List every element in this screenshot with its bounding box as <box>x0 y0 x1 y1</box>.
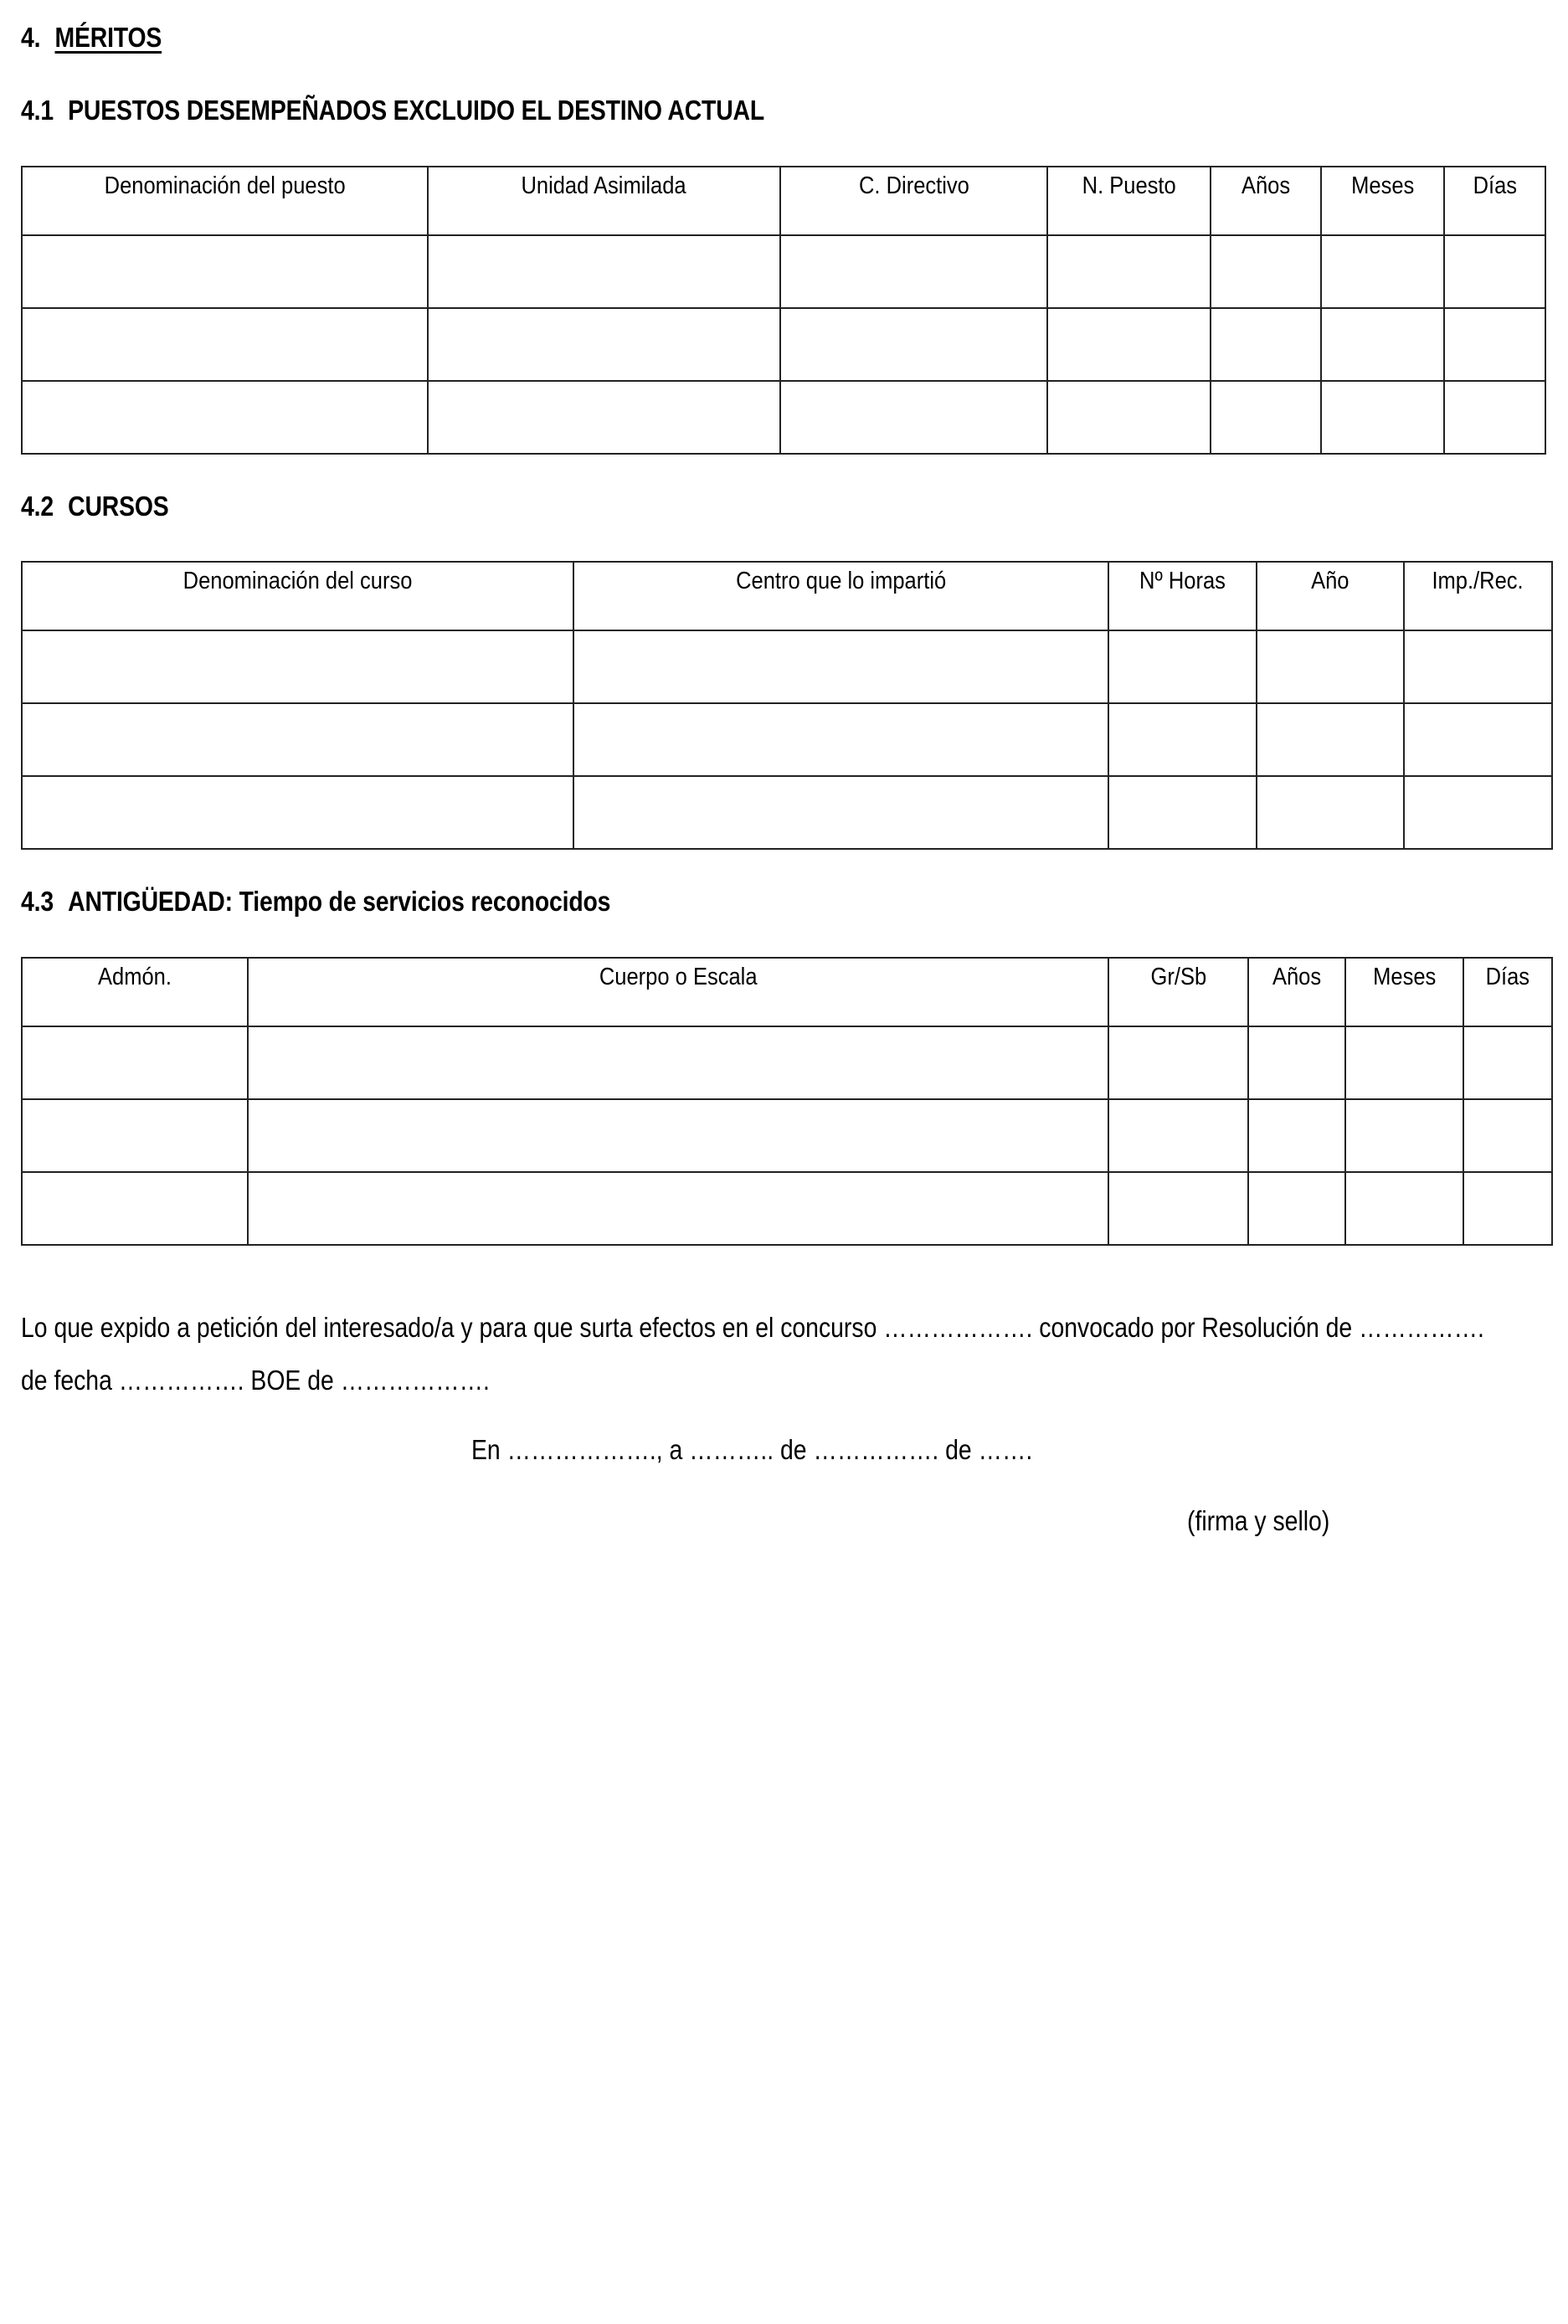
table-row <box>22 1172 1552 1245</box>
table-row <box>22 630 1552 703</box>
table-cell[interactable] <box>1047 381 1211 454</box>
column-header: Denominación del puesto <box>22 167 428 235</box>
table-cell[interactable] <box>248 1099 1108 1172</box>
table-cell[interactable] <box>1108 630 1257 703</box>
table-cell[interactable] <box>248 1172 1108 1245</box>
table-cell[interactable] <box>1404 703 1552 776</box>
cursos-table <box>21 561 1553 850</box>
column-header: C. Directivo <box>780 167 1047 235</box>
table-row <box>22 1099 1552 1172</box>
table-cell[interactable] <box>1108 703 1257 776</box>
section-4-title: MÉRITOS <box>54 22 162 53</box>
column-header: Admón. <box>22 958 248 1026</box>
table-cell[interactable] <box>1321 235 1444 308</box>
puestos-table <box>21 166 1546 455</box>
table-cell[interactable] <box>1257 776 1404 849</box>
table-cell[interactable] <box>22 776 573 849</box>
table-header-row <box>22 167 1545 235</box>
table-cell[interactable] <box>780 381 1047 454</box>
table-cell[interactable] <box>22 235 428 308</box>
section-4-3-title: ANTIGÜEDAD: Tiempo de servicios reconocidos <box>68 886 611 917</box>
table-cell[interactable] <box>1444 235 1545 308</box>
table-cell[interactable] <box>1404 776 1552 849</box>
table-row <box>22 381 1545 454</box>
table-cell[interactable] <box>1211 381 1321 454</box>
table-cell[interactable] <box>1463 1099 1552 1172</box>
table-cell[interactable] <box>1257 703 1404 776</box>
table-cell[interactable] <box>1345 1172 1463 1245</box>
place-date-line: En ………………., a ……….. de ……………. de ……. <box>471 1434 1033 1465</box>
antiguedad-table <box>21 957 1553 1246</box>
table-cell[interactable] <box>22 1026 248 1099</box>
section-4-1-title: PUESTOS DESEMPEÑADOS EXCLUIDO EL DESTINO ACTUAL <box>68 95 765 126</box>
section-4-1-number: 4.1 <box>21 95 54 126</box>
table-cell[interactable] <box>1248 1026 1345 1099</box>
table-cell[interactable] <box>1345 1026 1463 1099</box>
section-4-2-number: 4.2 <box>21 491 54 522</box>
closing-line-2: de fecha ……………. BOE de ………………. <box>21 1365 490 1396</box>
table-cell[interactable] <box>22 381 428 454</box>
section-4-1-heading <box>21 95 764 126</box>
column-header: Meses <box>1345 958 1463 1026</box>
section-4-3-heading <box>21 886 610 918</box>
table-header-row <box>22 562 1552 630</box>
column-header: Denominación del curso <box>22 562 573 630</box>
table-cell[interactable] <box>1211 235 1321 308</box>
table-cell[interactable] <box>1463 1172 1552 1245</box>
column-header: Nº Horas <box>1108 562 1257 630</box>
section-4-2-heading <box>21 491 169 522</box>
table-cell[interactable] <box>1108 1172 1248 1245</box>
table-cell[interactable] <box>22 703 573 776</box>
column-header: Imp./Rec. <box>1404 562 1552 630</box>
column-header: Unidad Asimilada <box>428 167 780 235</box>
table-cell[interactable] <box>1463 1026 1552 1099</box>
table-cell[interactable] <box>780 235 1047 308</box>
table-cell[interactable] <box>428 235 780 308</box>
table-cell[interactable] <box>428 381 780 454</box>
column-header: Años <box>1211 167 1321 235</box>
table-row <box>22 1026 1552 1099</box>
table-cell[interactable] <box>428 308 780 381</box>
table-cell[interactable] <box>1257 630 1404 703</box>
column-header: Días <box>1444 167 1545 235</box>
table-cell[interactable] <box>1444 381 1545 454</box>
table-row <box>22 235 1545 308</box>
table-cell[interactable] <box>22 630 573 703</box>
column-header: Centro que lo impartió <box>573 562 1108 630</box>
table-cell[interactable] <box>780 308 1047 381</box>
table-cell[interactable] <box>1211 308 1321 381</box>
column-header: Año <box>1257 562 1404 630</box>
table-cell[interactable] <box>573 630 1108 703</box>
table-cell[interactable] <box>22 1099 248 1172</box>
table-row <box>22 703 1552 776</box>
table-cell[interactable] <box>1047 235 1211 308</box>
table-cell[interactable] <box>1404 630 1552 703</box>
section-4-2-title: CURSOS <box>68 491 169 522</box>
table-cell[interactable] <box>22 1172 248 1245</box>
table-cell[interactable] <box>1444 308 1545 381</box>
table-row <box>22 776 1552 849</box>
signature-label: (firma y sello) <box>1187 1505 1330 1536</box>
table-cell[interactable] <box>22 308 428 381</box>
table-cell[interactable] <box>1321 308 1444 381</box>
table-cell[interactable] <box>573 776 1108 849</box>
column-header: Gr/Sb <box>1108 958 1248 1026</box>
table-cell[interactable] <box>573 703 1108 776</box>
column-header: N. Puesto <box>1047 167 1211 235</box>
table-cell[interactable] <box>1248 1172 1345 1245</box>
section-4-heading <box>21 22 162 54</box>
column-header: Años <box>1248 958 1345 1026</box>
table-cell[interactable] <box>1248 1099 1345 1172</box>
table-cell[interactable] <box>1108 1026 1248 1099</box>
column-header: Meses <box>1321 167 1444 235</box>
table-header-row <box>22 958 1552 1026</box>
table-row <box>22 308 1545 381</box>
column-header: Cuerpo o Escala <box>248 958 1108 1026</box>
column-header: Días <box>1463 958 1552 1026</box>
table-cell[interactable] <box>1047 308 1211 381</box>
table-cell[interactable] <box>248 1026 1108 1099</box>
closing-line-1: Lo que expido a petición del interesado/a y para que surta efectos en el concurso ………………. convocado por Resolución de ……………. <box>21 1312 1484 1343</box>
table-cell[interactable] <box>1108 776 1257 849</box>
table-cell[interactable] <box>1321 381 1444 454</box>
table-cell[interactable] <box>1345 1099 1463 1172</box>
section-4-3-number: 4.3 <box>21 886 54 917</box>
table-cell[interactable] <box>1108 1099 1248 1172</box>
section-4-number: 4. <box>21 22 41 53</box>
